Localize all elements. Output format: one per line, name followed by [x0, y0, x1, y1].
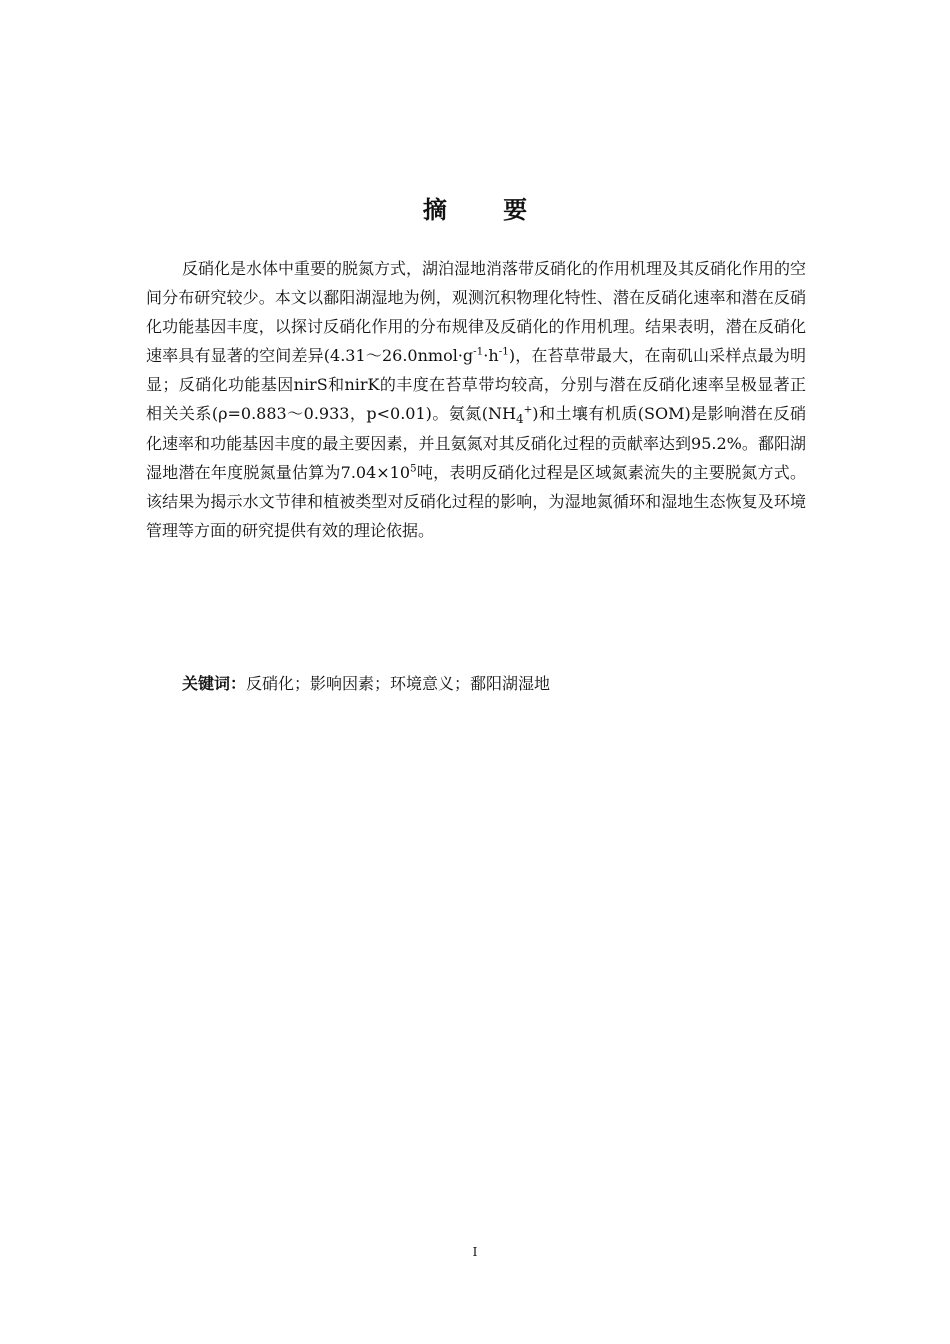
superscript-minus-one-h: -1	[498, 345, 509, 358]
keywords-value: 反硝化；影响因素；环境意义；鄱阳湖湿地	[246, 674, 551, 693]
abstract-body	[146, 254, 806, 545]
abstract-text-part4: )和土壤有机质(SOM)是影响潜在反硝化速率和功能基因丰度的最主要因素，并且氨氮对其反硝化过程的贡献率达到95.2%。鄱阳湖湿地潜在年度脱氮量估算为7.04×10	[146, 404, 806, 482]
abstract-paragraph	[146, 254, 806, 545]
keywords-line	[182, 669, 550, 698]
subscript-four: 4	[515, 412, 524, 427]
abstract-text-part2: ·h	[483, 346, 499, 366]
abstract-text-part3: )，在苔草带最大，在南矶山采样点最为明显；反硝化功能基因nirS和nirK的丰度在苔草带均较高，分别与潜在反硝化速率呈极显著正相关关系(ρ=0.883～0.933，p<0.01)。氨氮(NH	[146, 346, 806, 424]
keywords-label: 关键词：	[182, 674, 247, 693]
abstract-text-part5: 吨，表明反硝化过程是区域氮素流失的主要脱氮方式。该结果为揭示水文节律和植被类型对反硝化过程的影响，为湿地氮循环和湿地生态恢复及环境管理等方面的研究提供有效的理论依据。	[146, 462, 806, 540]
abstract-text-part1: 反硝化是水体中重要的脱氮方式，湖泊湿地消落带反硝化的作用机理及其反硝化作用的空间分布研究较少。本文以鄱阳湖湿地为例，观测沉积物理化特性、潜在反硝化速率和潜在反硝化功能基因丰度，以探讨反硝化作用的分布规律及反硝化的作用机理。结果表明，潜在反硝化速率具有显著的空间差异(4.31～26.0nmol·g	[146, 259, 807, 366]
superscript-plus: +	[523, 404, 533, 417]
superscript-five: 5	[410, 462, 417, 475]
superscript-minus-one-g: -1	[473, 345, 484, 358]
abstract-title: 摘 要	[422, 196, 552, 224]
page-number: I	[472, 1245, 478, 1259]
